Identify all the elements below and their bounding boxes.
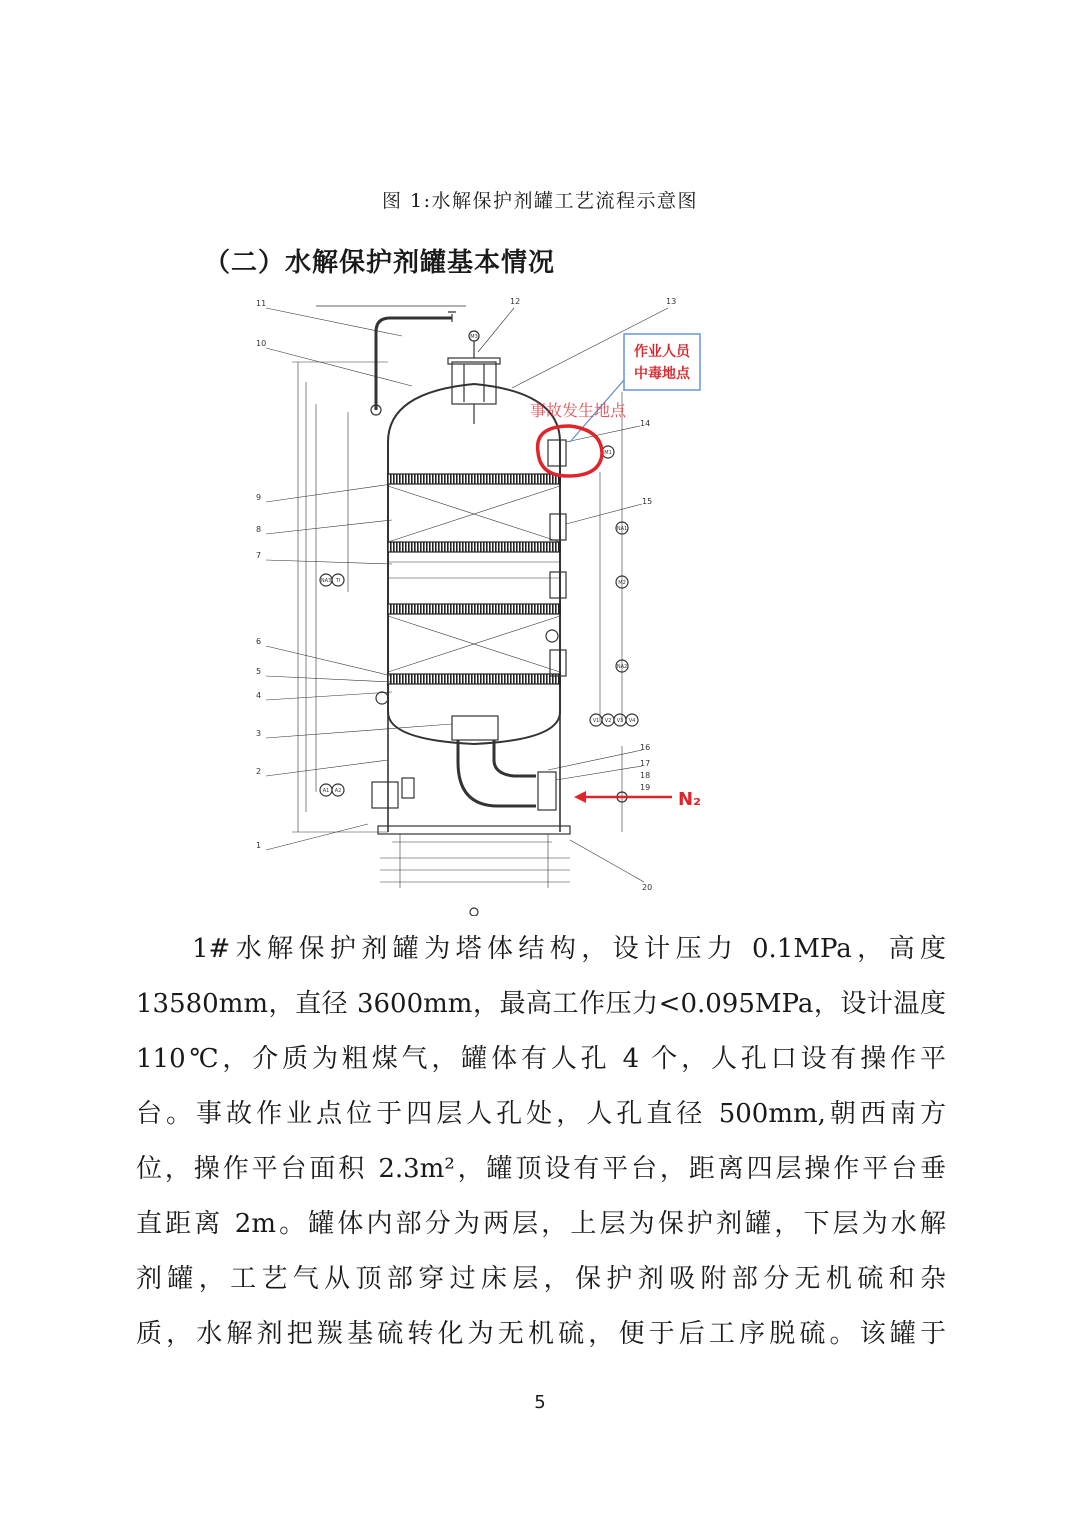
figure-caption: 图 1:水解保护剂罐工艺流程示意图: [381, 190, 699, 212]
part-number: 8: [256, 525, 262, 534]
body-line: 1#水解保护剂罐为塔体结构，设计压力 0.1MPa，高度: [192, 934, 946, 964]
body-line: 直距离 2m。罐体内部分为两层，上层为保护剂罐，下层为水解: [136, 1209, 946, 1239]
part-number: 20: [642, 883, 653, 892]
nozzle-tag: A1: [322, 788, 330, 794]
part-number: 9: [256, 493, 262, 502]
part-number: 2: [256, 767, 262, 776]
part-number: 10: [256, 339, 267, 348]
part-number: 12: [510, 297, 521, 306]
nozzle-tag: NA1: [616, 526, 628, 532]
part-number: 15: [642, 497, 653, 506]
nozzle-tag: M1: [604, 450, 612, 456]
nozzle-tag: A2: [334, 788, 342, 794]
part-number: 6: [256, 637, 262, 646]
nozzle-tag: TI: [335, 578, 341, 584]
nozzle-tag: V4: [628, 718, 636, 724]
nozzle-tag: NA2: [616, 664, 628, 670]
part-number: 18: [640, 771, 651, 780]
part-number: 17: [640, 759, 651, 768]
part-number: 13: [666, 297, 677, 306]
body-paragraph: [136, 922, 946, 1362]
page-number: 5: [534, 1392, 546, 1413]
body-line: 质，水解剂把羰基硫转化为无机硫，便于后工序脱硫。该罐于: [136, 1319, 946, 1349]
part-number: 4: [256, 691, 262, 700]
n2-arrowhead: [574, 791, 586, 803]
section-heading: （二）水解保护剂罐基本情况: [204, 248, 556, 278]
body-line: 剂罐，工艺气从顶部穿过床层，保护剂吸附部分无机硫和杂: [136, 1264, 946, 1294]
nozzle-tag: M3: [470, 334, 478, 340]
part-number: 14: [640, 419, 651, 428]
part-number: 11: [256, 299, 267, 308]
body-line: 13580mm，直径 3600mm，最高工作压力<0.095MPa，设计温度: [136, 989, 946, 1019]
body-line: 110℃，介质为粗煤气，罐体有人孔 4 个，人孔口设有操作平: [136, 1044, 946, 1074]
nozzle-tag: NA3: [320, 578, 332, 584]
n2-label: N₂: [678, 789, 701, 810]
part-number: 16: [640, 743, 651, 752]
nozzle-tag: M2: [618, 580, 626, 586]
accident-circle: [538, 426, 602, 476]
callout-label-line2: 中毒地点: [634, 366, 690, 382]
accident-label: 事故发生地点: [530, 401, 627, 420]
part-number: 1: [256, 841, 262, 850]
part-number: 3: [256, 729, 262, 738]
body-line: 位，操作平台面积 2.3m²，罐顶设有平台，距离四层操作平台垂: [136, 1154, 946, 1184]
part-number: 7: [256, 551, 262, 560]
nozzle-tag: V3: [616, 718, 624, 724]
part-number: 5: [256, 667, 262, 676]
nozzle-tag: V2: [604, 718, 612, 724]
part-number: 19: [640, 783, 651, 792]
callout-label-line1: 作业人员: [634, 344, 690, 360]
tank-process-diagram: [252, 292, 712, 916]
nozzle-tag: V1: [592, 718, 600, 724]
body-line: 台。事故作业点位于四层人孔处，人孔直径 500mm,朝西南方: [136, 1099, 946, 1129]
